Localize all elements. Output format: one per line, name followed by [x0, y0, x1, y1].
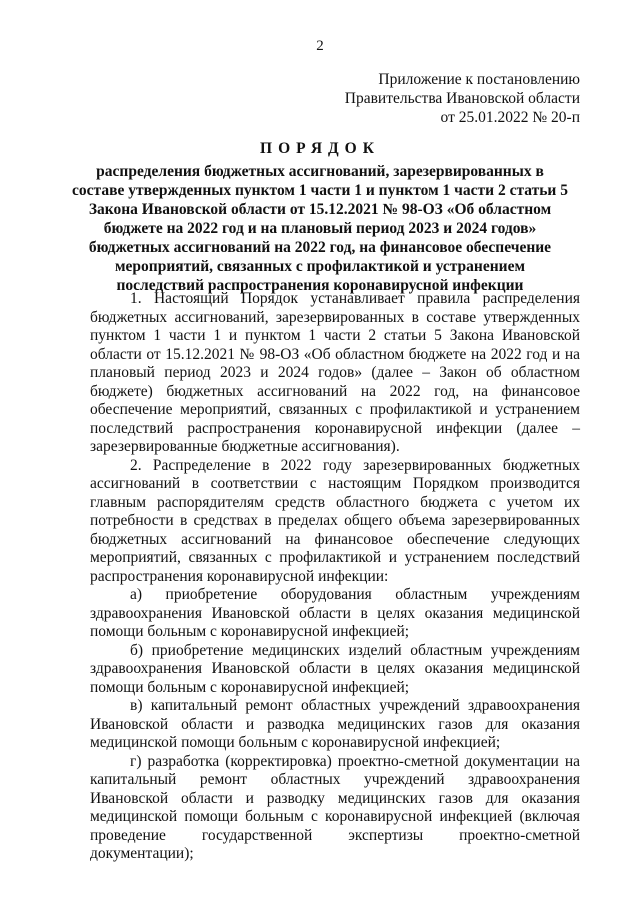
paragraph-1: 1. Настоящий Порядок устанавливает правила распределения бюджетных ассигнований, зарезервированных в составе утвержденных пунктом 1 части 1 и пунктом 1 части 2 статьи 5 Закона Ивановской области от 15.12.2021 № 98-ОЗ «Об областном бюджете на 2022 год и на плановый период 2023 и 2024 годов» (далее – Закон об областном бюджете) бюджетных ассигнований на 2022 год, на финансовое обеспечение мероприятий, связанных с профилактикой и устранением последствий распространения коронавирусной инфекции (далее – зарезервированные бюджетные ассигнования). — [90, 290, 580, 455]
document-body — [90, 290, 580, 864]
list-item-a: а) приобретение оборудования областным учреждениям здравоохранения Ивановской области в целях оказания медицинской помощи больным с коронавирусной инфекцией; — [90, 586, 580, 640]
appendix-line-3: от 25.01.2022 № 20-п — [440, 109, 580, 126]
document-title: ПОРЯДОК — [260, 140, 380, 157]
paragraph-2: 2. Распределение в 2022 году зарезервированных бюджетных ассигнований в соответствии с настоящим Порядком производится главным распорядителям средств областного бюджета с учетом их потребности в средствах в пределах общего объема зарезервированных бюджетных ассигнований на финансовое обеспечение следующих мероприятий, связанных с профилактикой и устранением последствий распространения коронавирусной инфекции: — [90, 456, 580, 585]
page-number: 2 — [316, 38, 324, 54]
appendix-line-2: Правительства Ивановской области — [344, 90, 580, 107]
document-title-block — [70, 139, 570, 295]
list-item-g: г) разработка (корректировка) проектно-сметной документации на капитальный ремонт областных учреждений здравоохранения Ивановской области и разводку медицинских газов для оказания медицинской помощи больным с коронавирусной инфекцией (включая проведение государственной экспертизы проектно-сметной документации); — [90, 752, 580, 862]
appendix-line-1: Приложение к постановлению — [378, 71, 580, 88]
appendix-header — [345, 70, 580, 127]
list-item-v: в) капитальный ремонт областных учреждений здравоохранения Ивановской области и разводка медицинских газов для оказания медицинской помощи больным с коронавирусной инфекцией; — [90, 697, 580, 751]
document-subtitle: распределения бюджетных ассигнований, зарезервированных в составе утвержденных пунктом 1 части 1 и пунктом 1 части 2 статьи 5 Закона Ивановской области от 15.12.2021 № 98-ОЗ «Об областном бюджете на 2022 год и на плановый период 2023 и 2024 годов» бюджетных ассигнований на 2022 год, на финансовое обеспечение мероприятий, связанных с профилактикой и устранением последствий распространения коронавирусной инфекции — [72, 163, 568, 294]
list-item-b: б) приобретение медицинских изделий областным учреждениям здравоохранения Ивановской области в целях оказания медицинской помощи больным с коронавирусной инфекцией; — [90, 641, 580, 696]
